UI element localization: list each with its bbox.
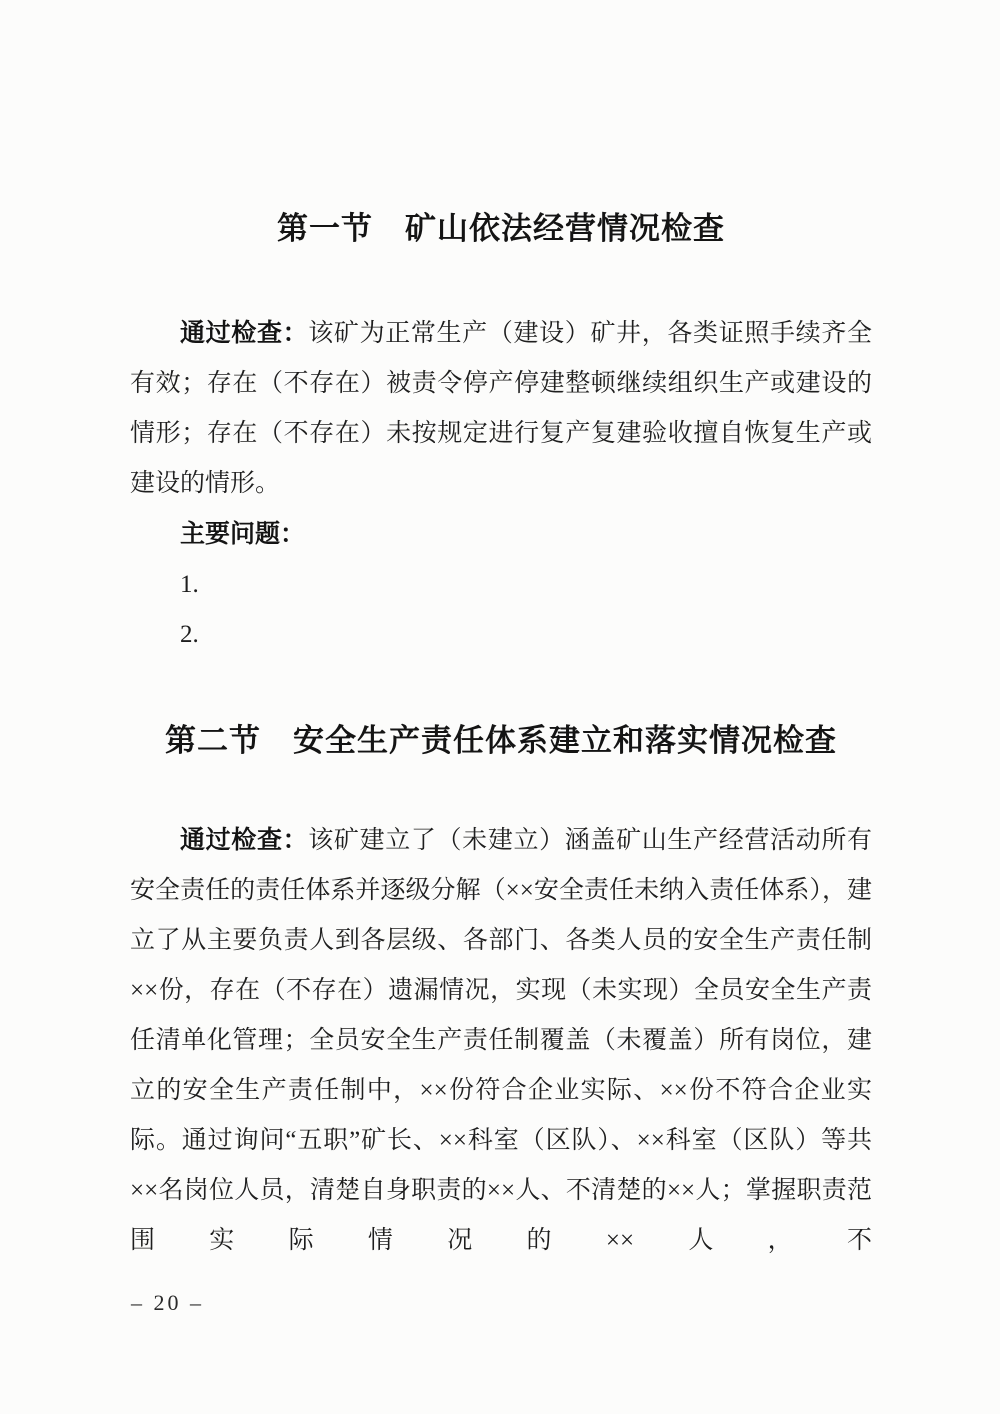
section-1-problem-item-2: 2. [180, 621, 199, 648]
page-number: – 20 – [131, 1290, 204, 1315]
section-1-problems-label: 主要问题： [180, 520, 306, 548]
section-2-heading: 第二节 安全生产责任体系建立和落实情况检查 [165, 723, 837, 758]
section-1-problems-label-line [130, 509, 872, 560]
section-1-problem-item-1: 1. [180, 571, 199, 598]
section-2-intro-lead: 通过检查： [180, 826, 309, 854]
section-1-heading: 第一节 矿山依法经营情况检查 [277, 211, 725, 246]
section-1-intro-paragraph [130, 308, 872, 509]
section-1-intro-lead: 通过检查： [180, 319, 309, 347]
section-2-intro-text: 该矿建立了（未建立）涵盖矿山生产经营活动所有安全责任的责任体系并逐级分解（××安全责任未纳入责任体系），建立了从主要负责人到各层级、各部门、各类人员的安全生产责任制××份，存在（不存在）遗漏情况，实现（未实现）全员安全生产责任清单化管理；全员安全生产责任制覆盖（未覆盖）所有岗位，建立的安全生产责任制中，××份符合企业实际、××份不符合企业实际。通过询问“五职”矿长、××科室（区队）、××科室（区队）等共××名岗位人员，清楚自身职责的××人、不清楚的××人；掌握职责范围实际情况的××人，不 [130, 827, 872, 1254]
section-2-intro-paragraph [130, 815, 872, 1266]
section-1-intro-text: 该矿为正常生产（建设）矿井，各类证照手续齐全有效；存在（不存在）被责令停产停建整顿继续组织生产或建设的情形；存在（不存在）未按规定进行复产复建验收擅自恢复生产或建设的情形。 [130, 320, 872, 497]
page-content [130, 0, 872, 1266]
